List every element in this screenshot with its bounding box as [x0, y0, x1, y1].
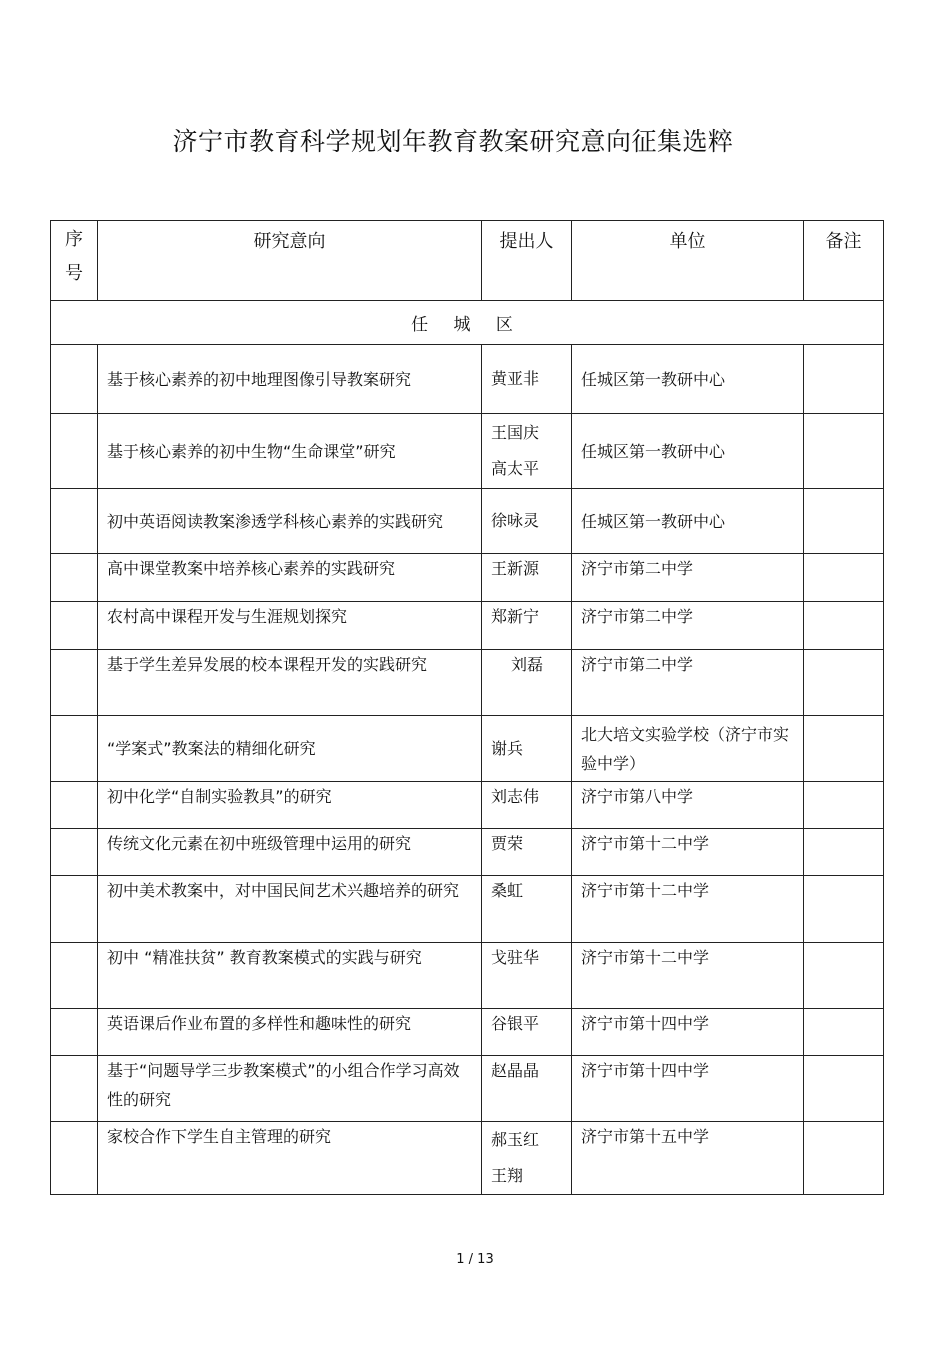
seq-cell: [51, 650, 98, 716]
table-row: [51, 943, 884, 1009]
unit-cell: 任城区第一教研中心: [572, 345, 804, 414]
note-cell: [804, 602, 884, 650]
header-person: 提出人: [482, 221, 572, 301]
person-cell: 谢兵: [482, 716, 572, 782]
table-row: [51, 782, 884, 829]
table-row: [51, 345, 884, 414]
person-cell: 戈驻华: [482, 943, 572, 1009]
topic-cell: 基于核心素养的初中地理图像引导教案研究: [98, 345, 482, 414]
seq-cell: [51, 345, 98, 414]
note-cell: [804, 716, 884, 782]
person-cell: 王国庆 高太平: [482, 414, 572, 489]
table-row: [51, 602, 884, 650]
unit-cell: 济宁市第十二中学: [572, 876, 804, 943]
note-cell: [804, 1056, 884, 1122]
topic-cell: 初中化学“自制实验教具”的研究: [98, 782, 482, 829]
note-cell: [804, 876, 884, 943]
seq-cell: [51, 876, 98, 943]
topic-cell: 基于学生差异发展的校本课程开发的实践研究: [98, 650, 482, 716]
header-seq: 序 号: [51, 221, 98, 301]
section-row: [51, 301, 884, 345]
page-number: 1 / 13: [456, 1252, 494, 1267]
note-cell: [804, 782, 884, 829]
header-note: 备注: [804, 221, 884, 301]
proposal-table: [50, 220, 884, 1195]
table-row: [51, 554, 884, 602]
unit-cell: 济宁市第二中学: [572, 554, 804, 602]
seq-cell: [51, 1056, 98, 1122]
person-cell: 谷银平: [482, 1009, 572, 1056]
unit-cell: 济宁市第八中学: [572, 782, 804, 829]
note-cell: [804, 943, 884, 1009]
note-cell: [804, 650, 884, 716]
unit-cell: 任城区第一教研中心: [572, 489, 804, 554]
person-cell: 贾荣: [482, 829, 572, 876]
unit-cell: 济宁市第二中学: [572, 602, 804, 650]
person-cell: 徐咏灵: [482, 489, 572, 554]
note-cell: [804, 1122, 884, 1195]
seq-cell: [51, 1122, 98, 1195]
header-row: [51, 221, 884, 301]
note-cell: [804, 554, 884, 602]
table-row: [51, 716, 884, 782]
person-cell: 赵晶晶: [482, 1056, 572, 1122]
seq-cell: [51, 782, 98, 829]
topic-cell: 初中英语阅读教案渗透学科核心素养的实践研究: [98, 489, 482, 554]
seq-cell: [51, 829, 98, 876]
topic-cell: 英语课后作业布置的多样性和趣味性的研究: [98, 1009, 482, 1056]
seq-cell: [51, 1009, 98, 1056]
unit-cell: 济宁市第十五中学: [572, 1122, 804, 1195]
table-row: [51, 414, 884, 489]
person-cell: 刘磊: [482, 650, 572, 716]
table-row: [51, 1009, 884, 1056]
header-unit: 单位: [572, 221, 804, 301]
person-cell: 刘志伟: [482, 782, 572, 829]
topic-cell: 传统文化元素在初中班级管理中运用的研究: [98, 829, 482, 876]
topic-cell: 基于“问题导学三步教案模式”的小组合作学习高效性的研究: [98, 1056, 482, 1122]
table-row: [51, 1056, 884, 1122]
seq-cell: [51, 602, 98, 650]
topic-cell: “学案式”教案法的精细化研究: [98, 716, 482, 782]
note-cell: [804, 829, 884, 876]
seq-cell: [51, 489, 98, 554]
person-cell: 桑虹: [482, 876, 572, 943]
table-row: [51, 489, 884, 554]
note-cell: [804, 345, 884, 414]
note-cell: [804, 489, 884, 554]
unit-cell: 北大培文实验学校（济宁市实验中学）: [572, 716, 804, 782]
topic-cell: 初中 “精准扶贫” 教育教案模式的实践与研究: [98, 943, 482, 1009]
topic-cell: 高中课堂教案中培养核心素养的实践研究: [98, 554, 482, 602]
person-cell: 黄亚非: [482, 345, 572, 414]
table-row: [51, 876, 884, 943]
topic-cell: 农村高中课程开发与生涯规划探究: [98, 602, 482, 650]
person-cell: 郝玉红 王翔: [482, 1122, 572, 1195]
note-cell: [804, 1009, 884, 1056]
seq-cell: [51, 943, 98, 1009]
unit-cell: 济宁市第十二中学: [572, 943, 804, 1009]
seq-cell: [51, 414, 98, 489]
section-label: 任 城 区: [51, 301, 884, 345]
unit-cell: 济宁市第十二中学: [572, 829, 804, 876]
unit-cell: 济宁市第十四中学: [572, 1056, 804, 1122]
unit-cell: 任城区第一教研中心: [572, 414, 804, 489]
person-cell: 王新源: [482, 554, 572, 602]
table-row: [51, 650, 884, 716]
table-row: [51, 1122, 884, 1195]
header-topic: 研究意向: [98, 221, 482, 301]
seq-cell: [51, 554, 98, 602]
unit-cell: 济宁市第十四中学: [572, 1009, 804, 1056]
note-cell: [804, 414, 884, 489]
topic-cell: 初中美术教案中，对中国民间艺术兴趣培养的研究: [98, 876, 482, 943]
table-row: [51, 829, 884, 876]
unit-cell: 济宁市第二中学: [572, 650, 804, 716]
page-title: 济宁市教育科学规划年教育教案研究意向征集选粹: [172, 127, 734, 156]
topic-cell: 基于核心素养的初中生物“生命课堂”研究: [98, 414, 482, 489]
seq-cell: [51, 716, 98, 782]
person-cell: 郑新宁: [482, 602, 572, 650]
topic-cell: 家校合作下学生自主管理的研究: [98, 1122, 482, 1195]
